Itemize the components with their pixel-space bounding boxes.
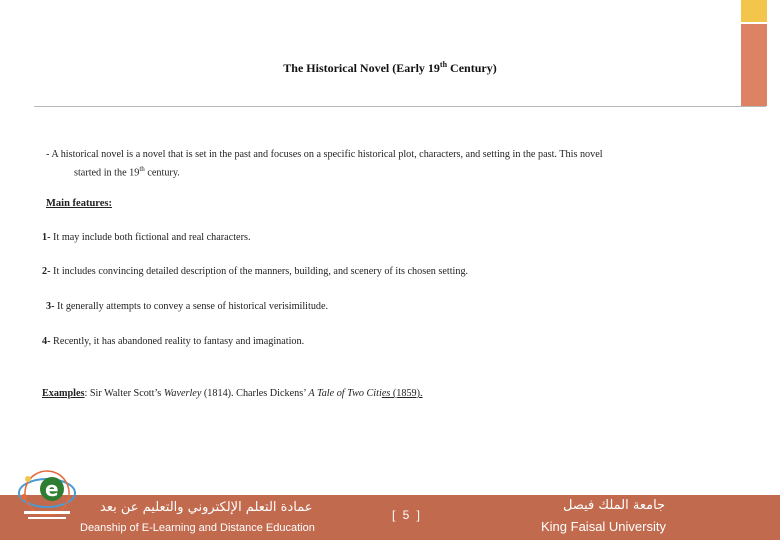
university-english: King Faisal University — [541, 519, 666, 534]
deanship-arabic: عمادة التعلم الإلكتروني والتعليم عن بعد — [100, 500, 313, 515]
title-divider — [34, 106, 766, 107]
feature-item: 2- It includes convincing detailed description of the manners, building, and scenery of its chosen setting. — [42, 266, 469, 277]
svg-text:e: e — [45, 477, 59, 501]
slide-title: The Historical Novel (Early 19th Century) — [283, 60, 497, 75]
feature-item: 4- Recently, it has abandoned reality to fantasy and imagination. — [42, 336, 305, 347]
e-learning-logo — [14, 465, 80, 527]
accent-bar-yellow — [741, 0, 767, 22]
page-number: [ 5 ] — [392, 508, 423, 522]
feature-item: 3- It generally attempts to convey a sense of historical verisimilitude. — [46, 301, 329, 312]
examples-line: Examples: Sir Walter Scott’s Waverley (1814). Charles Dickens’ A Tale of Two Cities (1859). — [42, 388, 423, 399]
deanship-english: Deanship of E-Learning and Distance Education — [80, 522, 315, 534]
university-arabic: جامعة الملك فيصل — [563, 498, 666, 513]
features-heading: Main features: — [46, 198, 112, 209]
intro-paragraph: - A historical novel is a novel that is set in the past and focuses on a specific historical plot, characters, and setting in the past. This novel started in the 19th century. — [46, 149, 603, 179]
feature-item: 1- It may include both fictional and real characters. — [42, 232, 251, 243]
